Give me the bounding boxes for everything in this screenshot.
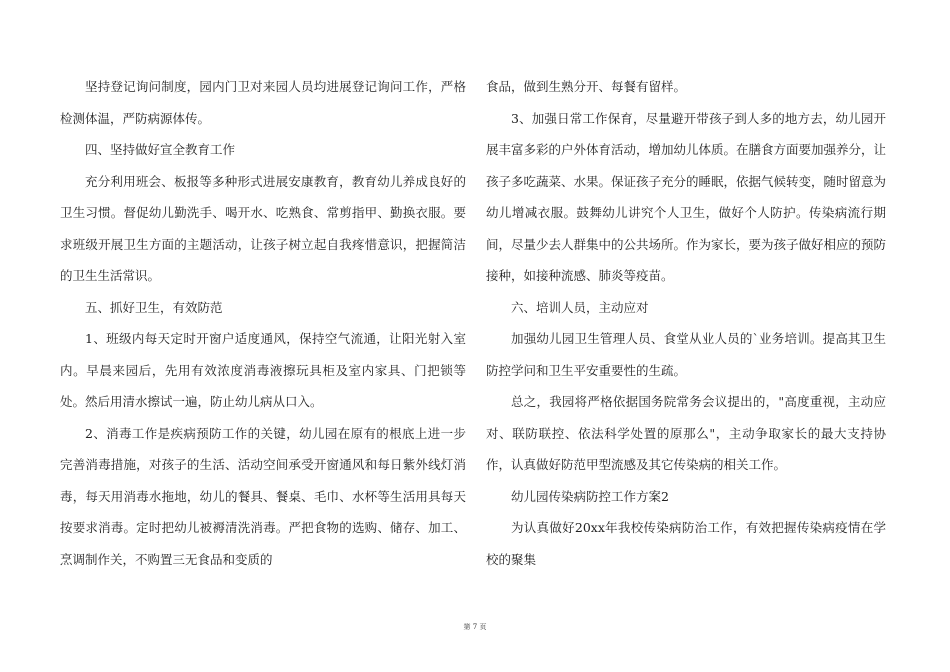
left-column [60,71,466,575]
page-number: 第 7 页 [463,623,487,631]
section-heading-6: 六、培训人员，主动应对 [511,299,649,315]
paragraph-education: 充分利用班会、板报等多种形式进展安康教育，教育幼儿养成良好的卫生习惯。督促幼儿勤洗手、喝开水、吃熟食、常剪指甲、勤换衣服。要求班级开展卫生方面的主题活动，让孩子树立起自我疼惜意识，把握简洁的卫生生活常识。 [60,173,466,283]
paragraph-training: 加强幼儿园卫生管理人员、食堂从业人员的`业务培训。提高其卫生防控学问和卫生平安重要性的生疏。 [486,331,886,378]
paragraph-ventilation: 1、班级内每天定时开窗户适度通风，保持空气流通，让阳光射入室内。早晨来园后，先用有效浓度消毒液擦玩具柜及室内家具、门把锁等处。然后用清水擦试一遍，防止幼儿病从口入。 [60,331,466,409]
plan-title: 幼儿园传染病防控工作方案2 [511,488,669,504]
paragraph-plan-intro: 为认真做好20xx年我校传染病防治工作，有效把握传染病疫情在学校的聚集 [486,520,886,567]
section-heading-4: 四、坚持做好宣全教育工作 [85,142,236,157]
paragraph-disinfection: 2、消毒工作是疾病预防工作的关键，幼儿园在原有的根底上进一步完善消毒措施，对孩子的生活、活动空间承受开窗通风和每日紫外线灯消毒，每天用消毒水拖地，幼儿的餐具、餐桌、毛巾、水杯等生活用具每天按要求消毒。定时把幼儿被褥清洗消毒。严把食物的选购、储存、加工、烹调制作关，不购置三无食品和变质的 [60,425,466,567]
paragraph-daily-care: 3、加强日常工作保育，尽量避开带孩子到人多的地方去，幼儿园开展丰富多彩的户外体育活动，增加幼儿体质。在膳食方面要加强养分，让孩子多吃蔬菜、水果。保证孩子充分的睡眠，依据气候转变，随时留意为幼儿增减衣服。鼓舞幼儿讲究个人卫生，做好个人防护。传染病流行期间，尽量少去人群集中的公共场所。作为家长，要为孩子做好相应的预防接种，如接种流感、肺炎等疫苗。 [486,110,887,283]
paragraph-summary: 总之，我园将严格依据国务院常务会议提出的，"高度重视，主动应对、联防联控、依法科学处置的原那么"，主动争取家长的最大支持协作，认真做好防范甲型流感及其它传染病的相关工作。 [486,394,886,472]
right-column [486,71,886,575]
paragraph-registration: 坚持登记询问制度，园内门卫对来园人员均进展登记询问工作，严格检测体温，严防病源体传。 [60,79,466,126]
paragraph-continuation: 食品，做到生熟分开、每餐有留样。 [486,79,687,94]
section-heading-5: 五、抓好卫生，有效防范 [85,299,223,315]
